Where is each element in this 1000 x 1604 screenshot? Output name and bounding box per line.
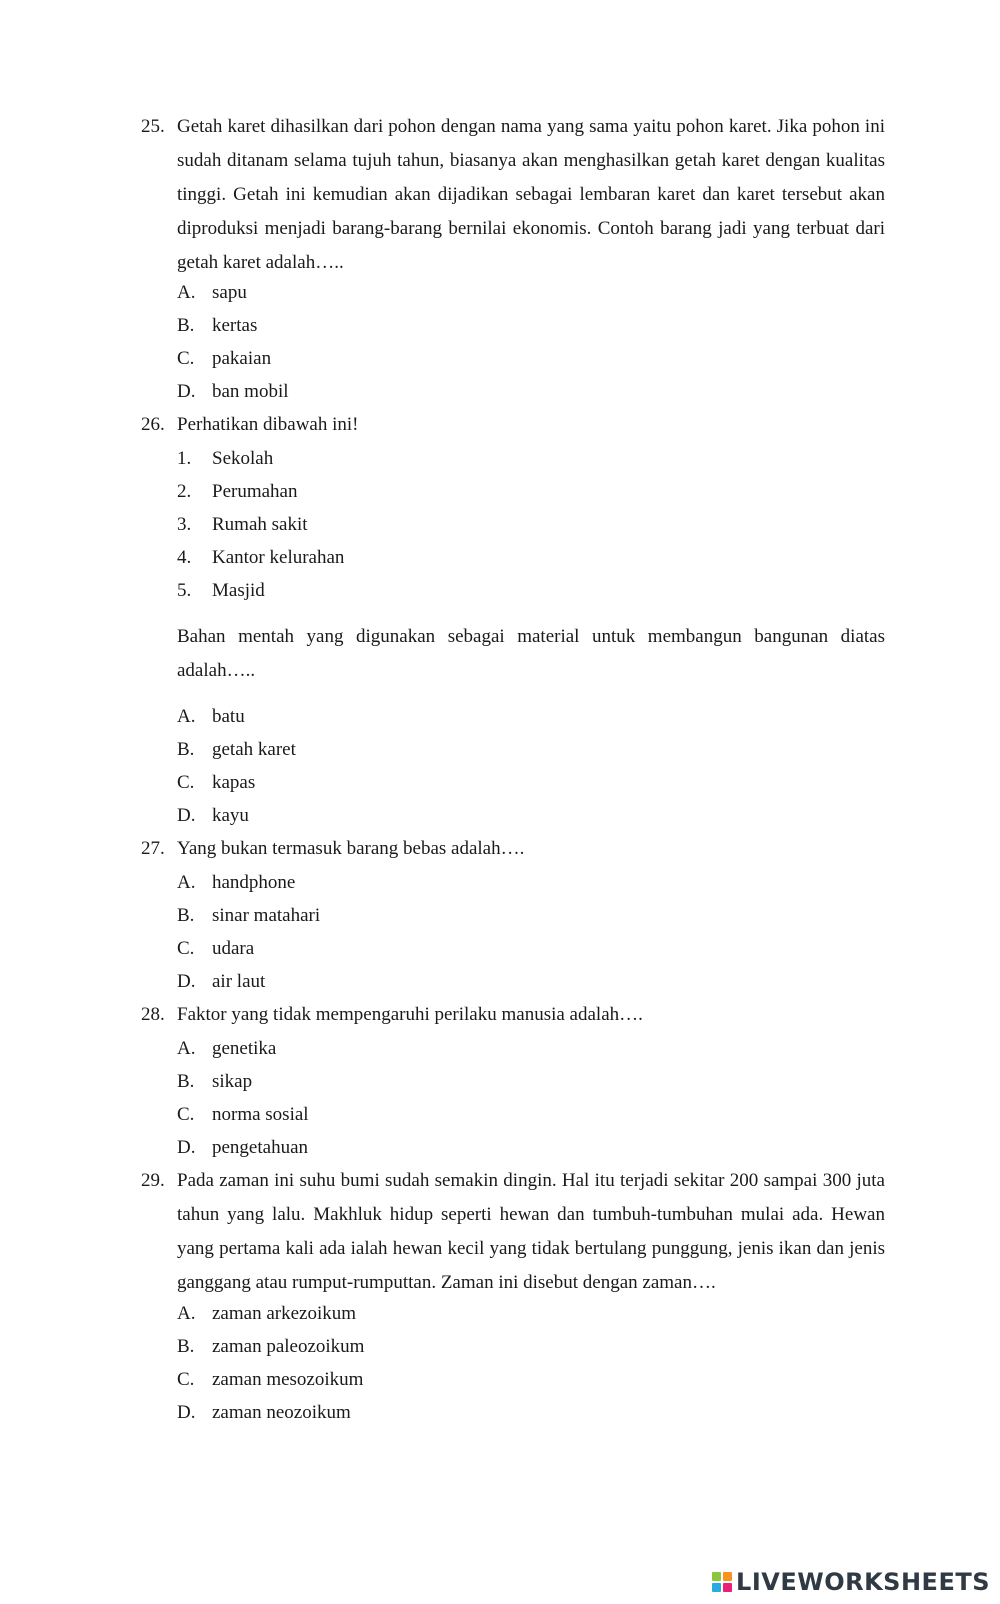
option-text: getah karet	[212, 739, 296, 760]
option-text: zaman arkezoikum	[212, 1303, 357, 1324]
option-a[interactable]	[177, 1032, 276, 1066]
option-letter: D.	[177, 1137, 196, 1158]
option-b[interactable]	[177, 1330, 364, 1364]
liveworksheets-logo-icon	[712, 1572, 732, 1592]
option-text: sapu	[212, 282, 247, 303]
logo-square-orange	[723, 1572, 732, 1581]
list-text: Sekolah	[212, 448, 274, 469]
option-letter: A.	[177, 872, 196, 893]
option-letter: C.	[177, 938, 195, 959]
list-number: 2.	[177, 481, 192, 502]
question-text: Pada zaman ini suhu bumi sudah semakin dingin. Hal itu terjadi sekitar 200 sampai 300 juta tahun yang lalu. Makhluk hidup seperti hewan dan tumbuh-tumbuhan mulai ada. Hewan yang pertama kali ada ialah hewan kecil yang tidak bertulang punggung, jenis ikan dan jenis ganggang atau rumput-rumputtan. Zaman ini disebut dengan zaman….	[177, 1170, 885, 1293]
list-item	[177, 574, 265, 608]
question-number: 26.	[141, 414, 165, 435]
option-text: air laut	[212, 971, 266, 992]
option-text: norma sosial	[212, 1104, 309, 1125]
logo-square-green	[712, 1572, 721, 1581]
list-number: 3.	[177, 514, 192, 535]
option-text: ban mobil	[212, 381, 289, 402]
list-item	[177, 442, 273, 476]
option-text: pengetahuan	[212, 1137, 309, 1158]
option-d[interactable]	[177, 375, 289, 409]
option-text: zaman paleozoikum	[212, 1336, 365, 1357]
list-number: 1.	[177, 448, 192, 469]
question-text: Perhatikan dibawah ini!	[177, 414, 359, 435]
option-letter: B.	[177, 1336, 195, 1357]
list-item	[177, 541, 344, 575]
option-text: kertas	[212, 315, 258, 336]
list-text: Perumahan	[212, 481, 298, 502]
question-text: Getah karet dihasilkan dari pohon dengan nama yang sama yaitu pohon karet. Jika pohon ini sudah ditanam selama tujuh tahun, biasanya akan menghasilkan getah karet dengan kualitas tinggi. Getah ini kemudian akan dijadikan sebagai lembaran karet dan karet tersebut akan diproduksi menjadi barang-barang bernilai ekonomis. Contoh barang jadi yang terbuat dari getah karet adalah…..	[177, 116, 885, 273]
option-a[interactable]	[177, 1297, 356, 1331]
list-text: Kantor kelurahan	[212, 547, 345, 568]
list-text: Rumah sakit	[212, 514, 308, 535]
option-letter: B.	[177, 905, 195, 926]
list-text: Masjid	[212, 580, 265, 601]
logo-square-blue	[712, 1583, 721, 1592]
option-text: udara	[212, 938, 255, 959]
option-letter: D.	[177, 1402, 196, 1423]
option-text: sikap	[212, 1071, 253, 1092]
option-text: batu	[212, 706, 245, 727]
option-letter: B.	[177, 315, 195, 336]
option-letter: A.	[177, 706, 196, 727]
question-number: 29.	[141, 1170, 165, 1191]
option-letter: C.	[177, 348, 195, 369]
option-b[interactable]	[177, 733, 296, 767]
question-number: 25.	[141, 116, 165, 137]
question-text: Yang bukan termasuk barang bebas adalah….	[177, 838, 525, 859]
option-a[interactable]	[177, 276, 247, 310]
option-text: zaman neozoikum	[212, 1402, 351, 1423]
list-item	[177, 475, 297, 509]
question-number: 28.	[141, 1004, 165, 1025]
list-number: 4.	[177, 547, 192, 568]
option-text: sinar matahari	[212, 905, 321, 926]
option-c[interactable]	[177, 766, 255, 800]
option-text: handphone	[212, 872, 296, 893]
question-text: Faktor yang tidak mempengaruhi perilaku manusia adalah….	[177, 1004, 643, 1025]
option-letter: D.	[177, 805, 196, 826]
option-b[interactable]	[177, 899, 320, 933]
option-b[interactable]	[177, 309, 257, 343]
question-number: 27.	[141, 838, 165, 859]
option-letter: C.	[177, 772, 195, 793]
option-text: kapas	[212, 772, 256, 793]
option-text: pakaian	[212, 348, 272, 369]
option-d[interactable]	[177, 965, 265, 999]
list-item	[177, 508, 308, 542]
option-letter: D.	[177, 381, 196, 402]
option-d[interactable]	[177, 1131, 308, 1165]
list-number: 5.	[177, 580, 192, 601]
option-c[interactable]	[177, 342, 271, 376]
option-letter: B.	[177, 739, 195, 760]
option-b[interactable]	[177, 1065, 252, 1099]
option-letter: A.	[177, 282, 196, 303]
option-d[interactable]	[177, 799, 249, 833]
option-letter: C.	[177, 1369, 195, 1390]
option-text: kayu	[212, 805, 249, 826]
logo-square-pink	[723, 1583, 732, 1592]
option-c[interactable]	[177, 932, 254, 966]
option-letter: A.	[177, 1303, 196, 1324]
option-text: genetika	[212, 1038, 277, 1059]
option-c[interactable]	[177, 1098, 309, 1132]
option-letter: C.	[177, 1104, 195, 1125]
option-text: zaman mesozoikum	[212, 1369, 364, 1390]
liveworksheets-brand[interactable]	[712, 1568, 990, 1596]
option-letter: D.	[177, 971, 196, 992]
option-c[interactable]	[177, 1363, 363, 1397]
option-letter: A.	[177, 1038, 196, 1059]
option-a[interactable]	[177, 866, 295, 900]
option-letter: B.	[177, 1071, 195, 1092]
brand-name: LIVEWORKSHEETS	[736, 1568, 990, 1596]
option-a[interactable]	[177, 700, 245, 734]
question-prompt: Bahan mentah yang digunakan sebagai material untuk membangun bangunan diatas adalah…..	[177, 626, 885, 681]
option-d[interactable]	[177, 1396, 351, 1430]
